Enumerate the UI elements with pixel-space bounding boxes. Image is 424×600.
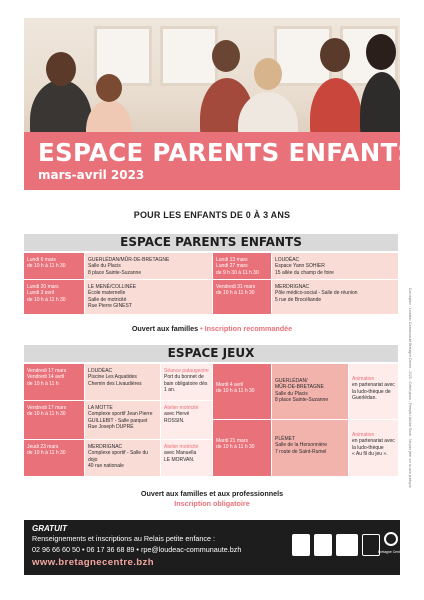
partner-logo bbox=[314, 534, 332, 556]
activity-detail: en partenariat avec la ludo-thèque bbox=[352, 438, 395, 451]
schedule-date bbox=[24, 364, 84, 400]
caf-logo bbox=[336, 534, 358, 556]
date-text: Vendredi 17 mars bbox=[27, 405, 67, 411]
schedule-place bbox=[85, 253, 212, 279]
parent-head bbox=[46, 52, 76, 86]
time-text: de 10 h à 11 h 30 bbox=[216, 388, 255, 395]
venue-text: Complexe sportif - Salle du dojo bbox=[88, 450, 149, 463]
time-text: de 10 h à 11 h 30 bbox=[27, 263, 66, 270]
venue-text: Salle du Placis bbox=[88, 263, 121, 270]
schedule-place bbox=[85, 401, 160, 439]
venue-text: Salle de motricité bbox=[88, 296, 127, 303]
date-text: Lundi 6 mars bbox=[27, 257, 56, 263]
contact-intro: Renseignements et inscriptions au Relais petite enfance : bbox=[32, 534, 215, 543]
section-title-espace-jeux: ESPACE JEUX bbox=[24, 345, 398, 362]
parent-head bbox=[366, 34, 396, 70]
venue-text: École maternelle bbox=[88, 290, 126, 297]
date-text: Lundi 20 mars bbox=[27, 284, 59, 290]
poster-title: ESPACE PARENTS ENFANTS bbox=[38, 138, 416, 167]
activity-detail: « Au fil du jeu ». bbox=[352, 451, 388, 458]
activity-detail: LE MORVAN. bbox=[164, 456, 195, 463]
bretagne-centre-logo bbox=[384, 532, 398, 546]
date-text: Lundi 3 avril bbox=[27, 290, 54, 297]
town-name: LOUDÉAC bbox=[88, 368, 113, 374]
venue-text: Complexe sportif Jean Pierre GUILLEBIT - Salle parquet bbox=[88, 411, 153, 424]
town-name: PLÉMET bbox=[275, 436, 296, 442]
venue-text: Salle du Placis bbox=[275, 390, 308, 397]
date-text: Mardi 4 avril bbox=[216, 382, 244, 388]
schedule-date bbox=[213, 253, 271, 279]
address-text: Chemin des Livaudières bbox=[88, 380, 142, 387]
activity-title: Animation bbox=[352, 432, 375, 438]
schedule-place bbox=[85, 280, 212, 314]
schedule-place bbox=[272, 420, 348, 476]
child-head bbox=[212, 40, 240, 72]
parent-head bbox=[254, 58, 282, 90]
schedule-date bbox=[213, 364, 271, 419]
window-shape bbox=[160, 26, 218, 86]
address-text: Rue Pierre GINEST bbox=[88, 303, 132, 310]
schedule-date bbox=[24, 253, 84, 279]
date-text: Vendredi 31 mars bbox=[216, 284, 256, 290]
activity-title: Séance pataugeoire bbox=[164, 368, 209, 374]
footer-banner bbox=[24, 520, 403, 575]
schedule-place bbox=[272, 280, 398, 314]
activity-note bbox=[161, 401, 212, 439]
side-credits bbox=[406, 290, 414, 490]
activity-title: Atelier motricité bbox=[164, 405, 199, 411]
poster-subtitle: mars-avril 2023 bbox=[38, 168, 145, 182]
activity-note bbox=[349, 420, 398, 476]
child-head bbox=[320, 38, 350, 72]
venue-text: Pôle médico-social - Salle de réunion bbox=[275, 290, 358, 297]
time-text: de 10 h à 11 h 30 bbox=[216, 290, 255, 297]
audience-text: POUR LES ENFANTS DE 0 À 3 ANS bbox=[133, 210, 291, 220]
activity-detail: en partenariat avec la ludo-thèque de Guerlédan. bbox=[352, 382, 395, 402]
address-text: 7 route de Saint-Rumel bbox=[275, 448, 327, 455]
schedule-place bbox=[272, 364, 348, 419]
schedule-date bbox=[24, 401, 84, 439]
date-text: Lundi 13 mars bbox=[216, 257, 248, 263]
schedule-date bbox=[24, 440, 84, 476]
address-text: Rue Joseph DUPRÉ bbox=[88, 424, 134, 431]
footnote-open: Ouvert aux familles bbox=[131, 324, 199, 333]
section2-footnote-registration: Inscription obligatoire bbox=[174, 499, 250, 508]
footnote-registration: Inscription recommandée bbox=[204, 324, 293, 333]
time-text: de 10 h à 11 h 30 bbox=[27, 450, 66, 457]
schedule-date bbox=[24, 280, 84, 314]
address-text: 8 place Sainte-Suzanne bbox=[88, 269, 142, 276]
contact-details: 02 96 66 60 50 • 06 17 36 68 89 • rpe@loudeac-communaute.bzh bbox=[32, 545, 242, 554]
schedule-date bbox=[213, 420, 271, 476]
title-banner bbox=[24, 132, 416, 190]
partner-logo bbox=[292, 534, 310, 556]
time-text: de 10 h à 11 h 30 bbox=[27, 296, 66, 303]
activity-detail: Port du bonnet de bain obligatoire dès 1 an. bbox=[164, 374, 208, 394]
date-text: Vendredi 17 mars bbox=[27, 368, 67, 374]
schedule-place bbox=[85, 440, 160, 476]
time-text: de 10 h à 11 h 30 bbox=[216, 444, 255, 451]
bretagne-centre-caption: Bretagne Centre bbox=[378, 550, 403, 554]
schedule-date bbox=[213, 280, 271, 314]
activity-note bbox=[349, 364, 398, 419]
website-link[interactable]: www.bretagnecentre.bzh bbox=[32, 557, 154, 568]
free-label: GRATUIT bbox=[32, 524, 67, 533]
address-text: 5 rue de Brocéliande bbox=[275, 296, 322, 303]
town-name: GUERLÉDAN/ bbox=[275, 378, 308, 384]
town-name: MÛR-DE-BRETAGNE bbox=[275, 384, 324, 391]
child-head bbox=[96, 74, 122, 102]
section2-footnote-open: Ouvert aux familles et aux professionnels bbox=[140, 489, 284, 498]
address-text: 8 place Sainte-Suzanne bbox=[275, 397, 329, 404]
town-name: LOUDÉAC bbox=[275, 257, 300, 263]
section1-footnote bbox=[0, 324, 424, 333]
address-text: 40 rue nationale bbox=[88, 463, 124, 470]
date-text: Mardi 21 mars bbox=[216, 438, 248, 444]
town-name: MERDRIGNAC bbox=[275, 284, 310, 290]
address-text: 15 allée du champ de foire bbox=[275, 269, 334, 276]
time-text: de 10 h à 11 h 30 bbox=[27, 411, 66, 418]
town-name: GUERLÉDAN/MÛR-DE-BRETAGNE bbox=[88, 257, 170, 263]
schedule-place bbox=[272, 253, 398, 279]
credits-text: Conception : Loudéac Communauté Bretagne Centre - 2023 - Crédit photo : Freepik / Adobe Stock - Ne pas jeter sur la voie publique bbox=[408, 288, 412, 488]
activity-detail: avec Hervé bbox=[164, 411, 190, 418]
activity-detail: ROSSIN. bbox=[164, 417, 185, 424]
date-text: Vendredi 14 avril bbox=[27, 374, 65, 381]
time-text: de 10 h à 11 h bbox=[27, 380, 59, 387]
schedule-place bbox=[85, 364, 160, 400]
town-name: LE MENÉ/COLLINÉE bbox=[88, 284, 137, 290]
venue-text: Espace Yann SOHIER bbox=[275, 263, 325, 270]
activity-detail: avec Manuella bbox=[164, 450, 197, 457]
activity-note bbox=[161, 364, 212, 400]
date-text: Lundi 27 mars bbox=[216, 263, 248, 270]
activity-note bbox=[161, 440, 212, 476]
venue-text: Piscine Les Aquatides bbox=[88, 374, 137, 381]
section-title-parents-enfants: ESPACE PARENTS ENFANTS bbox=[24, 234, 398, 251]
town-name: LA MOTTE bbox=[88, 405, 113, 411]
time-text: de 9 h 30 à 11 h 30 bbox=[216, 269, 259, 276]
venue-text: Salle de la Hersonnière bbox=[275, 442, 327, 449]
activity-title: Atelier motricité bbox=[164, 444, 199, 450]
activity-title: Animation bbox=[352, 376, 375, 382]
town-name: MERDRIGNAC bbox=[88, 444, 123, 450]
footnote-separator: • bbox=[200, 324, 203, 333]
date-text: Jeudi 23 mars bbox=[27, 444, 59, 450]
